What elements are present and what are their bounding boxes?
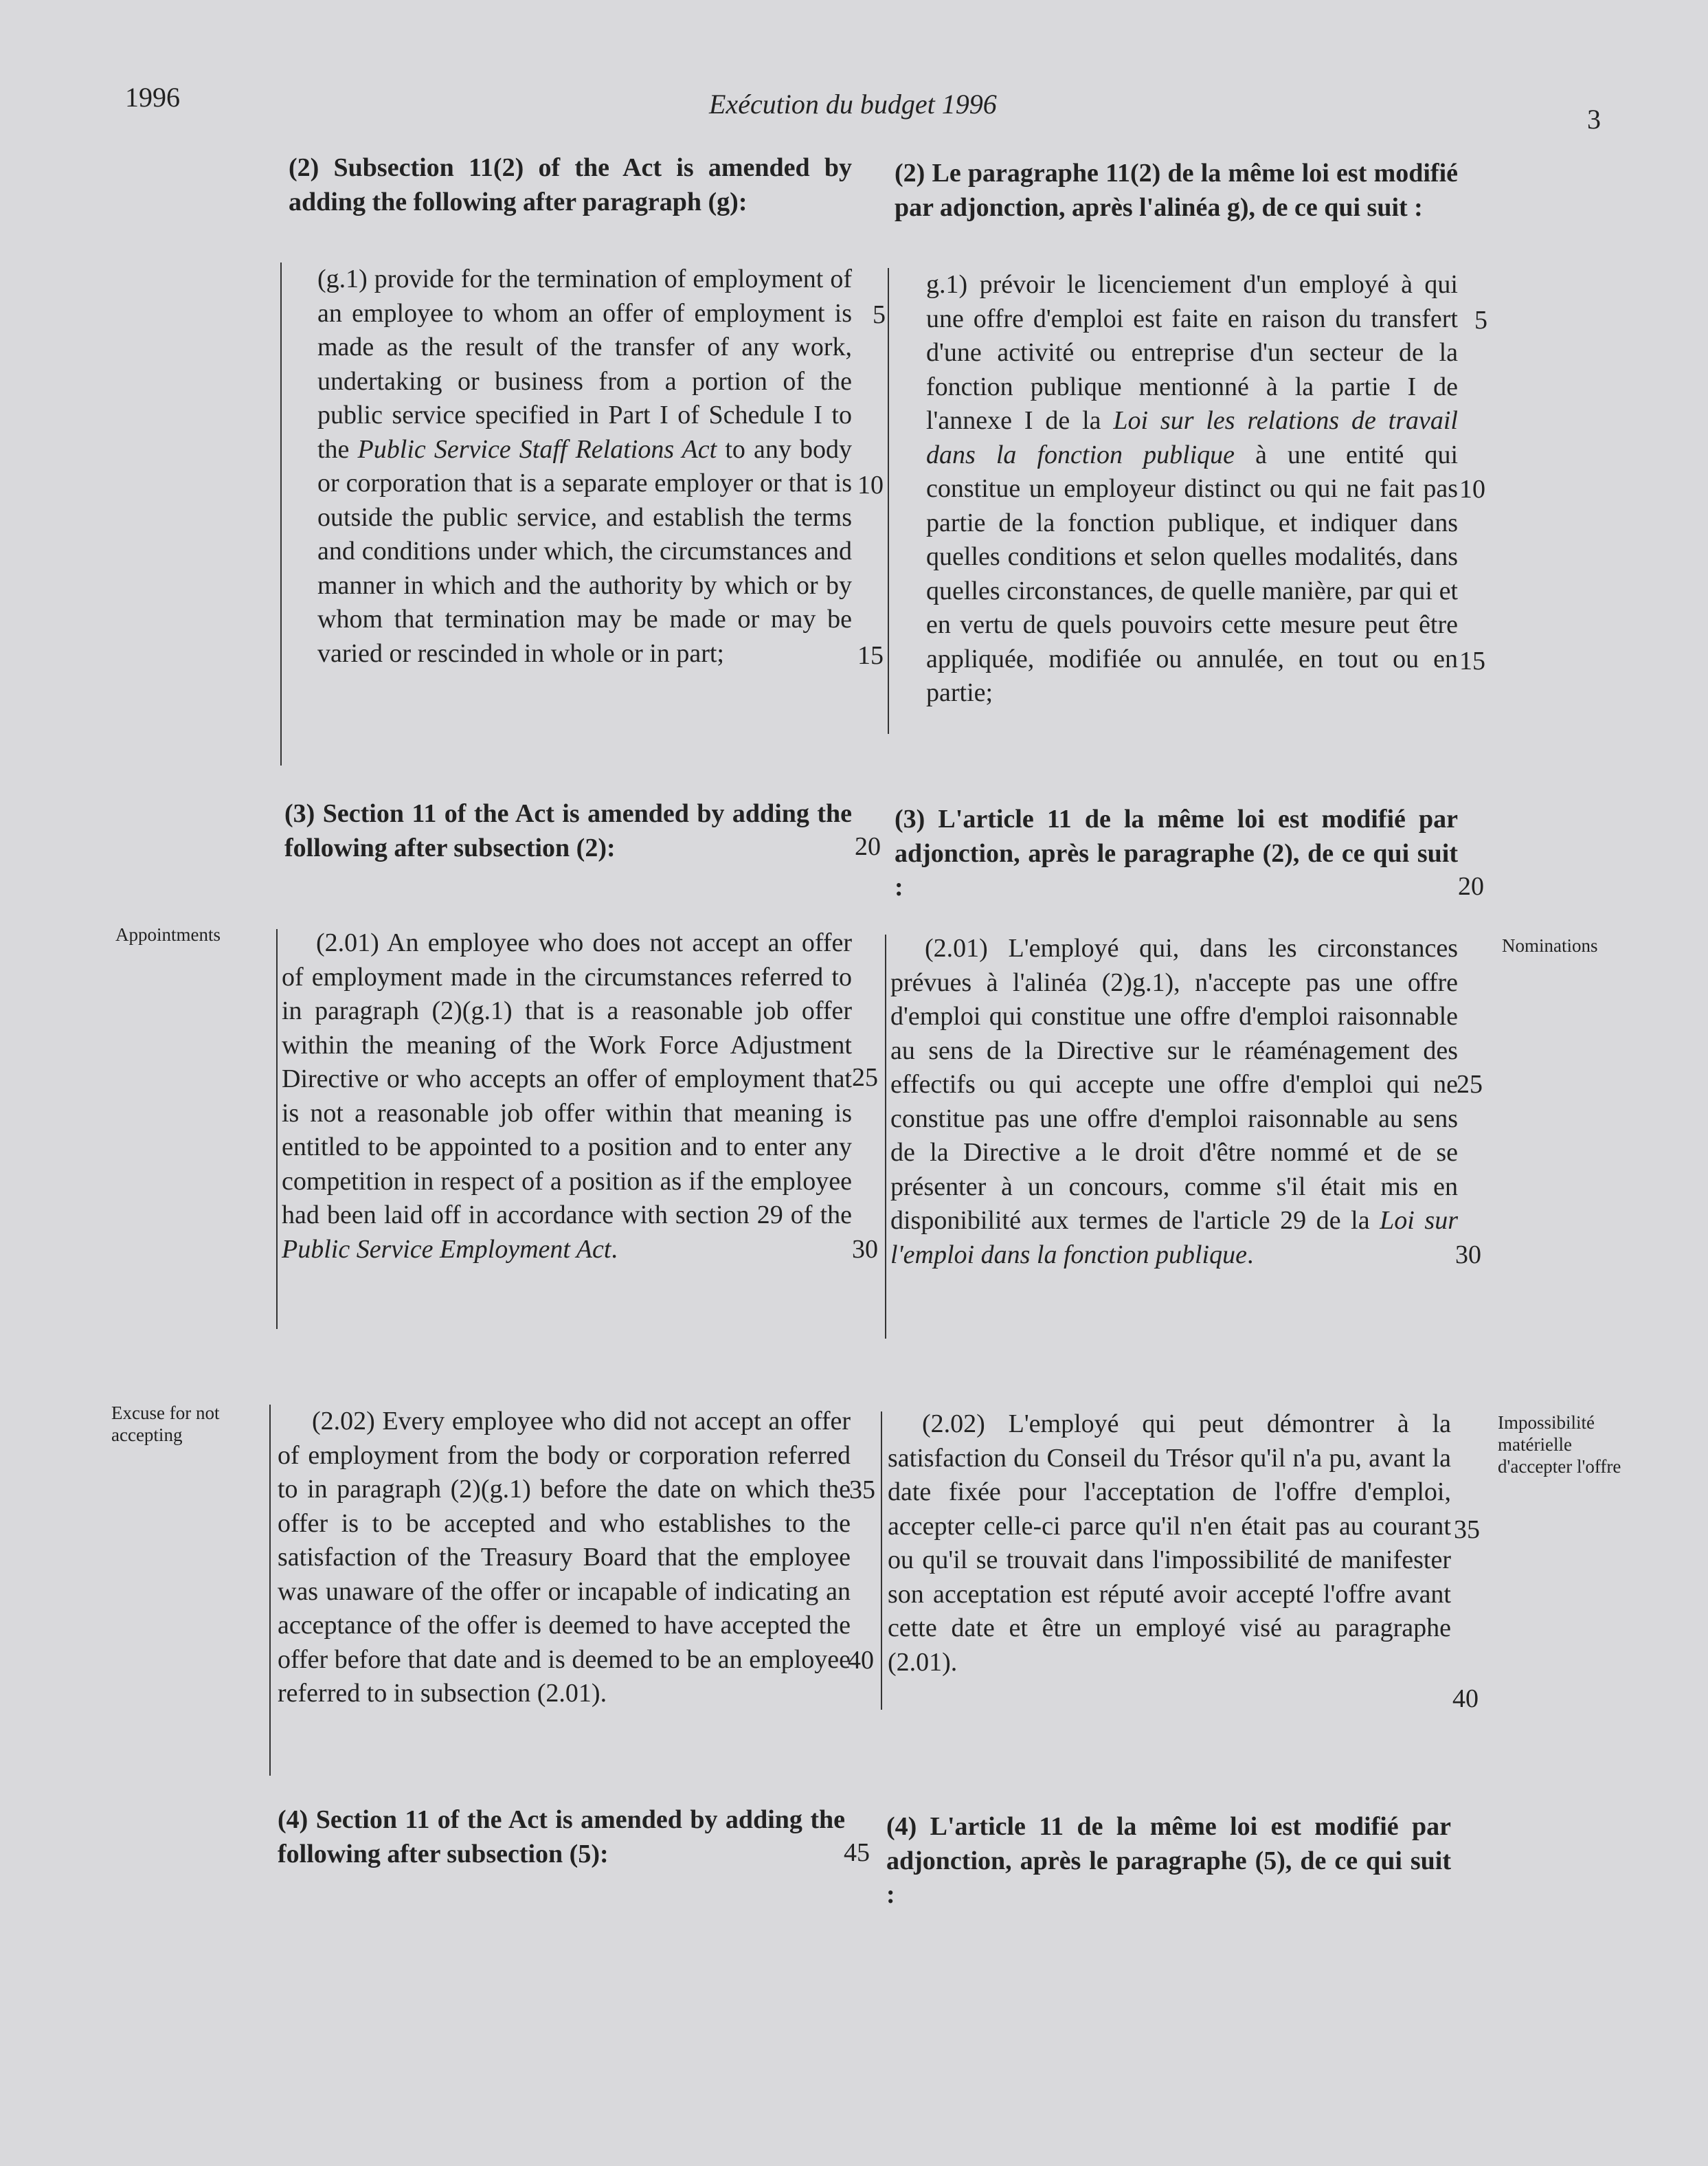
en-change-bar bbox=[276, 929, 278, 1329]
fr-line-number: 40 bbox=[1452, 1684, 1479, 1713]
en-line-number: 5 bbox=[873, 300, 886, 329]
fr-line-number: 5 bbox=[1474, 306, 1487, 335]
fr-paragraph-g1: g.1) prévoir le licenciement d'un employé à qui une offre d'emploi est faite en raison du transfert d'une activité ou entreprise d'un secteur de la fonction publique mentionné à la partie I de l'annexe I de la Loi sur les relations de travail dans la fonction publique à une entité qui constitue un employeur distinct ou qui ne fait pas partie de la fonction publique, et indiquer dans quelles conditions et selon quelles modalités, dans quelles circonstances, de quelle manière, par qui et en vertu de quels pouvoirs cette mesure peut être appliquée, modifiée ou annulée, en tout ou en partie; bbox=[926, 270, 1458, 707]
fr-change-bar bbox=[881, 1411, 882, 1710]
fr-line-number: 20 bbox=[1458, 872, 1484, 901]
running-title: Exécution du budget 1996 bbox=[709, 89, 997, 120]
en-line-number: 30 bbox=[852, 1235, 878, 1264]
en-line-number: 10 bbox=[857, 471, 884, 500]
page-number: 3 bbox=[1587, 104, 1601, 135]
fr-line-number: 35 bbox=[1454, 1515, 1480, 1544]
en-amendment-intro-4: (4) Section 11 of the Act is amended by adding the following after subsection (5): bbox=[278, 1805, 845, 1868]
fr-subsection-2-02: (2.02) L'employé qui peut démontrer à la satisfaction du Conseil du Trésor qu'il n'a pu, avant la date fixée pour l'acceptation de l'offre d'emploi, accepter celle-ci parce qu'il n'en était pas au courant ou qu'il se trouvait dans l'impossibilité de manifester son acceptation est réputé avoir accepté l'offre avant cette date et être un employé visé au paragraphe (2.01). bbox=[888, 1409, 1451, 1677]
fr-line-number: 25 bbox=[1457, 1070, 1483, 1099]
en-line-number: 15 bbox=[857, 641, 884, 670]
fr-change-bar bbox=[888, 268, 889, 734]
en-line-number: 45 bbox=[844, 1838, 870, 1867]
fr-line-number: 10 bbox=[1459, 475, 1485, 504]
en-amendment-intro-3: (3) Section 11 of the Act is amended by adding the following after subsection (2): bbox=[284, 799, 852, 862]
en-change-bar bbox=[280, 263, 282, 766]
en-paragraph-g1: (g.1) provide for the termination of employment of an employee to whom an offer of employment is made as the result of the transfer of any work, undertaking or business from a portion of the public service specified in Part I of Schedule I to the Public Service Staff Relations Act to any body or corporation that is a separate employer or that is outside the public service, and establish the terms and conditions under which, the circumstances and manner in which and the authority by which or by whom that termination may be made or may be varied or rescinded in whole or in part; bbox=[317, 265, 852, 668]
en-line-number: 35 bbox=[849, 1475, 875, 1504]
en-subsection-2-01: (2.01) An employee who does not accept an offer of employment made in the circumstances referred to in paragraph (2)(g.1) that is a reasonable job offer within the meaning of the Work Force Adjustment Directive or who accepts an offer of employment that is not a reasonable job offer within that meaning is entitled to be appointed to a position and to enter any competition in respect of a position as if the employee had been laid off in accordance with section 29 of the Public Service Employment Act. bbox=[282, 928, 852, 1264]
header-year: 1996 bbox=[125, 82, 180, 113]
en-margin-note-excuse: Excuse for not accepting bbox=[111, 1403, 220, 1445]
fr-line-number: 30 bbox=[1455, 1240, 1481, 1269]
en-subsection-2-02: (2.02) Every employee who did not accept an offer of employment from the body or corporation referred to in paragraph (2)(g.1) before the date on which the offer is to be accepted and who establishes to the satisfaction of the Treasury Board that the employee was unaware of the offer or incapable of indicating an acceptance of the offer is deemed to have accepted the offer before that date and is deemed to be an employee referred to in subsection (2.01). bbox=[278, 1407, 851, 1708]
en-line-number: 40 bbox=[848, 1646, 874, 1675]
fr-line-number: 15 bbox=[1459, 647, 1485, 676]
fr-margin-note-impossibilite: Impossibilité matérielle d'accepter l'offre bbox=[1498, 1412, 1621, 1477]
en-amendment-intro-2: (2) Subsection 11(2) of the Act is amended by adding the following after paragraph (g): bbox=[289, 153, 852, 216]
fr-amendment-intro-3: (3) L'article 11 de la même loi est modifié par adjonction, après le paragraphe (2), de ce qui suit : bbox=[895, 805, 1458, 902]
fr-amendment-intro-4: (4) L'article 11 de la même loi est modifié par adjonction, après le paragraphe (5), de ce qui suit : bbox=[886, 1812, 1451, 1909]
en-change-bar bbox=[269, 1405, 271, 1776]
en-margin-note-appointments: Appointments bbox=[115, 924, 221, 945]
fr-amendment-intro-2: (2) Le paragraphe 11(2) de la même loi est modifié par adjonction, après l'alinéa g), de ce qui suit : bbox=[895, 159, 1458, 222]
fr-margin-note-nominations: Nominations bbox=[1502, 935, 1598, 956]
en-line-number: 20 bbox=[855, 832, 881, 861]
fr-change-bar bbox=[885, 935, 886, 1339]
fr-subsection-2-01: (2.01) L'employé qui, dans les circonstances prévues à l'alinéa (2)g.1), n'accepte pas une offre d'emploi qui constitue une offre d'emploi raisonnable au sens de la Directive sur le réaménagement des effectifs ou qui accepte une offre d'emploi qui ne constitue pas une offre d'emploi raisonnable au sens de la Directive a le droit d'être nommé et de se présenter à un concours, comme s'il était mis en disponibilité aux termes de l'article 29 de la Loi sur l'emploi dans la fonction publique. bbox=[890, 934, 1458, 1269]
en-line-number: 25 bbox=[852, 1063, 878, 1092]
